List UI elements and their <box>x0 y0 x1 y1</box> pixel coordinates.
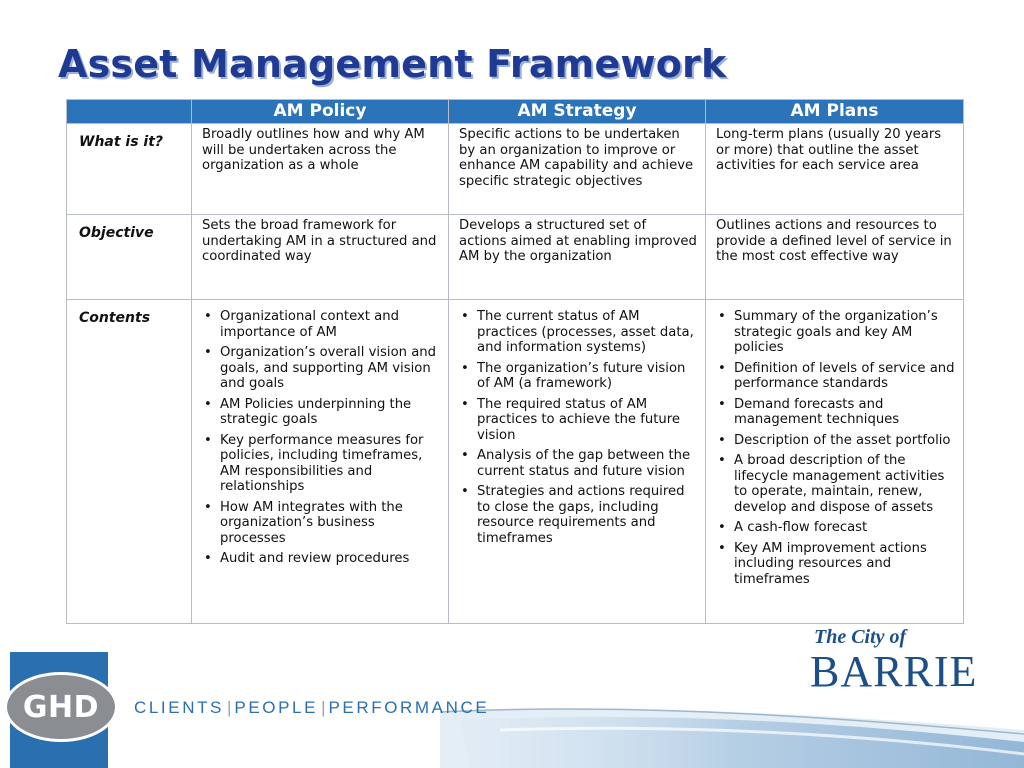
table-cell: Long-term plans (usually 20 years or more) that outline the asset activities for each service area <box>706 124 964 215</box>
list-item: • Definition of levels of service and performance standards <box>716 361 955 392</box>
list-item: • Demand forecasts and management techniques <box>716 397 955 428</box>
list-item: • Organization’s overall vision and goals, and supporting AM vision and goals <box>202 345 440 392</box>
list-item: • AM Policies underpinning the strategic goals <box>202 397 440 428</box>
header-am-plans: AM Plans <box>706 100 964 124</box>
list-item: • Strategies and actions required to close the gaps, including resource requirements and timeframes <box>459 484 697 546</box>
table-cell: Sets the broad framework for undertaking AM in a structured and coordinated way <box>192 215 449 300</box>
header-corner <box>67 100 192 124</box>
list-item: • How AM integrates with the organization’s business processes <box>202 500 440 547</box>
tagline-word: CLIENTS <box>134 698 224 717</box>
list-item: • Organizational context and importance of AM <box>202 309 440 340</box>
bullet-list <box>716 309 955 587</box>
table-cell-plans-contents <box>706 300 964 624</box>
list-item: • Key AM improvement actions including resources and timeframes <box>716 541 955 588</box>
city-logo-name: BARRIE <box>810 647 978 696</box>
company-tagline: CLIENTS | PEOPLE | PERFORMANCE <box>134 698 490 717</box>
list-item: • A cash-flow forecast <box>716 520 955 536</box>
table-row-what-is-it <box>67 124 964 215</box>
city-of-barrie-logo <box>810 624 980 694</box>
table-cell: Specific actions to be undertaken by an organization to improve or enhance AM capability and achieve specific strategic objectives <box>449 124 706 215</box>
ghd-logo <box>4 672 118 742</box>
list-item: • Summary of the organization’s strategic goals and key AM policies <box>716 309 955 356</box>
bullet-list <box>202 309 440 567</box>
row-label: Contents <box>67 300 192 624</box>
ghd-logo-text: GHD <box>22 689 100 725</box>
list-item: • A broad description of the lifecycle management activities to operate, maintain, renew, develop and dispose of assets <box>716 453 955 515</box>
list-item: • The current status of AM practices (processes, asset data, and information systems) <box>459 309 697 356</box>
table-cell-policy-contents <box>192 300 449 624</box>
table-cell: Develops a structured set of actions aimed at enabling improved AM by the organization <box>449 215 706 300</box>
table-cell: Outlines actions and resources to provide a defined level of service in the most cost effective way <box>706 215 964 300</box>
table-row-objective <box>67 215 964 300</box>
list-item: • Description of the asset portfolio <box>716 433 955 449</box>
list-item: • Analysis of the gap between the current status and future vision <box>459 448 697 479</box>
bullet-list <box>459 309 697 546</box>
footer-swoosh-graphic <box>440 690 1024 768</box>
tagline-word: PERFORMANCE <box>328 698 490 717</box>
table-cell: Broadly outlines how and why AM will be undertaken across the organization as a whole <box>192 124 449 215</box>
list-item: • Key performance measures for policies, including timeframes, AM responsibilities and relationships <box>202 433 440 495</box>
row-label: Objective <box>67 215 192 300</box>
list-item: • Audit and review procedures <box>202 551 440 567</box>
table-row-contents <box>67 300 964 624</box>
slide-title: Asset Management Framework <box>58 42 727 86</box>
row-label: What is it? <box>67 124 192 215</box>
header-am-strategy: AM Strategy <box>449 100 706 124</box>
am-framework-table <box>66 99 964 624</box>
header-am-policy: AM Policy <box>192 100 449 124</box>
list-item: • The required status of AM practices to achieve the future vision <box>459 397 697 444</box>
table-cell-strategy-contents <box>449 300 706 624</box>
tagline-word: PEOPLE <box>234 698 319 717</box>
list-item: • The organization’s future vision of AM (a framework) <box>459 361 697 392</box>
table-header-row <box>67 100 964 124</box>
city-logo-top-text: The City of <box>814 626 907 648</box>
